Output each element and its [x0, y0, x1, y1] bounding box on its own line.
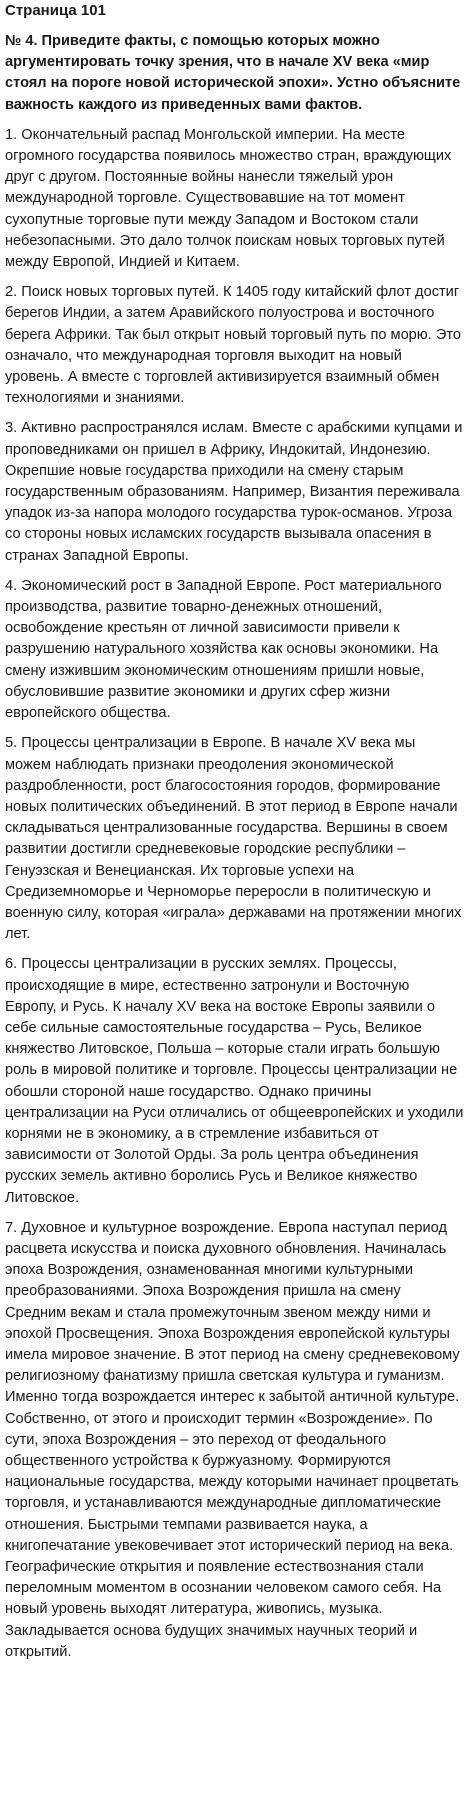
answer-paragraph-6: 6. Процессы централизации в русских землях. Процессы, происходящие в мире, естественно затронули и Восточную Европу, и Русь. К началу XV века на востоке Европы заявили о себе сильные самостоятельные государства – Русь, Великое княжество Литовское, Польша – которые стали играть большую роль в мировой политике и торговле. Процессы централизации не обошли стороной наше государство. Однако причины централизации на Руси отличались от общеевропейских и уходили корнями не в экономику, а в стремление избавиться от зависимости от Золотой Орды. За роль центра объединения русских земель активно боролись Русь и Великое княжество Литовское.: [5, 956, 464, 1206]
answer-paragraph-1: 1. Окончательный распад Монгольской империи. На месте огромного государства появилось множество стран, враждующих друг с другом. Постоянные войны нанесли тяжелый урон международной торговле. Существовавшие на тот момент сухопутные торговые пути между Западом и Востоком стали небезопасными. Это дало толчок поискам новых торговых путей между Европой, Индией и Китаем.: [5, 126, 452, 271]
answer-paragraph-3: 3. Активно распространялся ислам. Вместе с арабскими купцами и проповедниками он пришел в Африку, Индокитай, Индонезию. Окрепшие новые государства приходили на смену старым государственным образованиям. Например, Византия переживала упадок из-за напора молодого государства турок-османов. Угроза со стороны новых исламских государств вызывала опасения в странах Западной Европы.: [5, 420, 463, 564]
task-statement: № 4. Приведите факты, с помощью которых можно аргументировать точку зрения, что в начале XV века «мир стоял на пороге новой исторической эпохи». Устно объясните важность каждого из приведенных вами фактов.: [5, 33, 461, 113]
answer-paragraph-5: 5. Процессы централизации в Европе. В начале XV века мы можем наблюдать признаки преодоления экономической раздробленности, рост благосостояния городов, формирование новых политических объединений. В этот период в Европе начали складываться централизованные государства. Вершины в своем развитии достигли средневековые городские республики – Генуэзская и Венецианская. Их торговые успехи на Средиземноморье и Черноморье переросли в политическую и военную силу, которая «играла» державами на протяжении многих лет.: [5, 735, 462, 943]
answer-paragraph-7: 7. Духовное и культурное возрождение. Европа наступал период расцвета искусства и поиска духовного обновления. Начиналась эпоха Возрождения, ознаменованная многими культурными преобразованиями. Эпоха Возрождения пришла на смену Средним векам и стала промежуточным звеном между ними и эпохой Просвещения. Эпоха Возрождения европейской культуры имела мировое значение. В этот период на смену средневековому религиозному фанатизму пришла светская культура и гуманизм. Именно тогда возрождается интерес к забытой античной культуре. Собственно, от этого и происходит термин «Возрождение». По сути, эпоха Возрождения – это переход от феодального общественного устройства к буржуазному. Формируются национальные государства, между которыми начинает процветать торговля, и устанавливаются международные дипломатические отношения. Быстрыми темпами развивается наука, а книгопечатание увековечивает этот исторический период на века. Географические открытия и появление естествознания стали переломным моментом в осознании человеком самого себя. На новый уровень выходят литература, живопись, музыка. Закладывается основа будущих значимых научных теорий и открытий.: [5, 1219, 460, 1660]
answer-paragraph-2: 2. Поиск новых торговых путей. К 1405 году китайский флот достиг берегов Индии, а затем Аравийского полуострова и восточного берега Африки. Так был открыт новый торговый путь по морю. Это означало, что международная торговля выходит на новый уровень. А вместе с торговлей активизируется взаимный обмен технологиями и знаниями.: [5, 284, 461, 407]
page-heading: Страница 101: [5, 2, 106, 19]
answer-paragraph-4: 4. Экономический рост в Западной Европе. Рост материального производства, развитие товарно-денежных отношений, освобождение крестьян от личной зависимости привели к разрушению натурального хозяйства как основы экономики. На смену изжившим экономическим отношениям пришли новые, обусловившие развитие экономики и других сфер жизни европейского общества.: [5, 577, 442, 722]
